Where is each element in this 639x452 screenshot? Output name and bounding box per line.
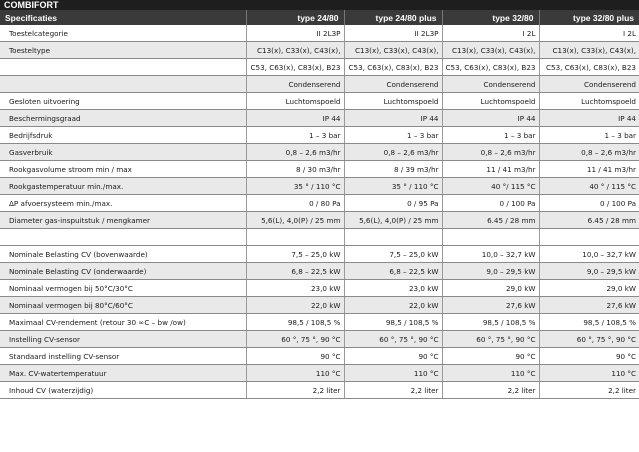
header-row [0,10,639,25]
row-label: Max. CV-watertemperatuur [0,365,246,382]
cell-value: 35 ° / 110 °C [246,178,344,195]
cell-value: 10,0 – 32,7 kW [539,246,639,263]
cell-value: 5,6(L), 4,0(P) / 25 mm [246,212,344,229]
row-label: Toestelcategorie [0,25,246,42]
cell-value: 23,0 kW [246,280,344,297]
header-column: type 32/80 plus [539,10,639,25]
cell-value: 6.45 / 28 mm [442,212,539,229]
cell-value: 98,5 / 108,5 % [344,314,442,331]
table-row [0,161,639,178]
cell-value: 10,0 – 32,7 kW [442,246,539,263]
cell-value: 98,5 / 108,5 % [539,314,639,331]
cell-value: Luchtomspoeld [539,93,639,110]
cell-value: Condenserend [442,76,539,93]
table-row [0,297,639,314]
spacer-cell [442,229,539,246]
cell-value: 60 °, 75 °, 90 °C [246,331,344,348]
row-label: Rookgastemperatuur min./max. [0,178,246,195]
header-label: Specificaties [0,10,246,25]
cell-value: 60 °, 75 °, 90 °C [344,331,442,348]
header-column: type 32/80 [442,10,539,25]
cell-value: 6.45 / 28 mm [539,212,639,229]
row-label: Rookgasvolume stroom min / max [0,161,246,178]
cell-value: 35 ° / 110 °C [344,178,442,195]
cell-value: 1 – 3 bar [539,127,639,144]
cell-value: 5,6(L), 4,0(P) / 25 mm [344,212,442,229]
section-spacer [0,229,639,246]
cell-value: 2,2 liter [246,382,344,399]
cell-value: II 2L3P [246,25,344,42]
cell-value: II 2L3P [344,25,442,42]
cell-value: C13(x), C33(x), C43(x), [442,42,539,59]
cell-value: 90 °C [344,348,442,365]
cell-value: 0 / 80 Pa [246,195,344,212]
cell-value: 90 °C [246,348,344,365]
spec-body [0,25,639,399]
table-row [0,348,639,365]
row-label: Beschermingsgraad [0,110,246,127]
cell-value: 0 / 100 Pa [442,195,539,212]
cell-value: 60 °, 75 °, 90 °C [442,331,539,348]
cell-value: 27,6 kW [442,297,539,314]
cell-value: Luchtomspoeld [344,93,442,110]
cell-value: 98,5 / 108,5 % [246,314,344,331]
cell-value: 27,6 kW [539,297,639,314]
table-row [0,365,639,382]
table-row [0,127,639,144]
cell-value: 90 °C [442,348,539,365]
cell-value: 11 / 41 m3/hr [442,161,539,178]
cell-value: 1 – 3 bar [344,127,442,144]
table-row [0,25,639,42]
row-label: ΔP afvoersysteem min./max. [0,195,246,212]
cell-value: 22,0 kW [246,297,344,314]
header-column: type 24/80 [246,10,344,25]
table-row [0,212,639,229]
cell-value: Condenserend [246,76,344,93]
cell-value: I 2L [442,25,539,42]
cell-value: 23,0 kW [344,280,442,297]
cell-value: 2,2 liter [442,382,539,399]
cell-value: IP 44 [442,110,539,127]
cell-value: C13(x), C33(x), C43(x), [344,42,442,59]
header-column: type 24/80 plus [344,10,442,25]
table-row [0,331,639,348]
row-label: Maximaal CV-rendement (retour 30 ∞C – bw /ow) [0,314,246,331]
cell-value: C53, C63(x), C83(x), B23 [344,59,442,76]
cell-value: 6,8 – 22,5 kW [344,263,442,280]
cell-value: 11 / 41 m3/hr [539,161,639,178]
cell-value: C13(x), C33(x), C43(x), [246,42,344,59]
cell-value: 0,8 – 2,6 m3/hr [539,144,639,161]
brand-title: COMBIFORT [0,0,639,10]
cell-value: Condenserend [539,76,639,93]
cell-value: 110 °C [539,365,639,382]
table-row [0,93,639,110]
table-row [0,76,639,93]
row-label: Diameter gas-inspuitstuk / mengkamer [0,212,246,229]
cell-value: 110 °C [344,365,442,382]
table-row [0,280,639,297]
spacer-cell [246,229,344,246]
row-label: Standaard instelling CV-sensor [0,348,246,365]
cell-value: 6,8 – 22,5 kW [246,263,344,280]
table-row [0,178,639,195]
row-label: Inhoud CV (waterzijdig) [0,382,246,399]
cell-value: IP 44 [344,110,442,127]
cell-value: C53, C63(x), C83(x), B23 [246,59,344,76]
cell-value: 0 / 100 Pa [539,195,639,212]
row-label [0,76,246,93]
cell-value: 2,2 liter [344,382,442,399]
cell-value: C53, C63(x), C83(x), B23 [539,59,639,76]
cell-value: 7,5 – 25,0 kW [246,246,344,263]
cell-value: 1 – 3 bar [246,127,344,144]
cell-value: 2,2 liter [539,382,639,399]
cell-value: Luchtomspoeld [442,93,539,110]
cell-value: 7,5 – 25,0 kW [344,246,442,263]
table-row [0,314,639,331]
cell-value: 22,0 kW [344,297,442,314]
cell-value: IP 44 [539,110,639,127]
cell-value: 40 ° / 115 °C [539,178,639,195]
cell-value: Condenserend [344,76,442,93]
table-row [0,263,639,280]
table-row [0,144,639,161]
cell-value: IP 44 [246,110,344,127]
row-label: Instelling CV-sensor [0,331,246,348]
cell-value: I 2L [539,25,639,42]
cell-value: 0 / 95 Pa [344,195,442,212]
row-label: Gesloten uitvoering [0,93,246,110]
cell-value: 40 °/ 115 °C [442,178,539,195]
table-row [0,110,639,127]
cell-value: 0,8 – 2,6 m3/hr [442,144,539,161]
table-row [0,246,639,263]
row-label: Nominaal vermogen bij 80°C/60°C [0,297,246,314]
spacer-cell [0,229,246,246]
spacer-cell [539,229,639,246]
row-label: Nominale Belasting CV (onderwaarde) [0,263,246,280]
table-row [0,42,639,59]
cell-value: 8 / 30 m3/hr [246,161,344,178]
cell-value: Luchtomspoeld [246,93,344,110]
row-label: Toesteltype [0,42,246,59]
cell-value: C53, C63(x), C83(x), B23 [442,59,539,76]
row-label: Gasverbruik [0,144,246,161]
table-row [0,59,639,76]
cell-value: 98,5 / 108,5 % [442,314,539,331]
table-row [0,195,639,212]
cell-value: 29,0 kW [539,280,639,297]
cell-value: 60 °, 75 °, 90 °C [539,331,639,348]
row-label: Bedrijfsdruk [0,127,246,144]
cell-value: 8 / 39 m3/hr [344,161,442,178]
cell-value: 1 – 3 bar [442,127,539,144]
cell-value: C13(x), C33(x), C43(x), [539,42,639,59]
row-label [0,59,246,76]
cell-value: 9,0 – 29,5 kW [539,263,639,280]
table-row [0,382,639,399]
cell-value: 110 °C [246,365,344,382]
cell-value: 29,0 kW [442,280,539,297]
cell-value: 0,8 – 2,6 m3/hr [246,144,344,161]
row-label: Nominaal vermogen bij 50°C/30°C [0,280,246,297]
row-label: Nominale Belasting CV (bovenwaarde) [0,246,246,263]
cell-value: 0,8 – 2,6 m3/hr [344,144,442,161]
cell-value: 90 °C [539,348,639,365]
cell-value: 9,0 – 29,5 kW [442,263,539,280]
cell-value: 110 °C [442,365,539,382]
spacer-cell [344,229,442,246]
spec-table [0,10,639,399]
